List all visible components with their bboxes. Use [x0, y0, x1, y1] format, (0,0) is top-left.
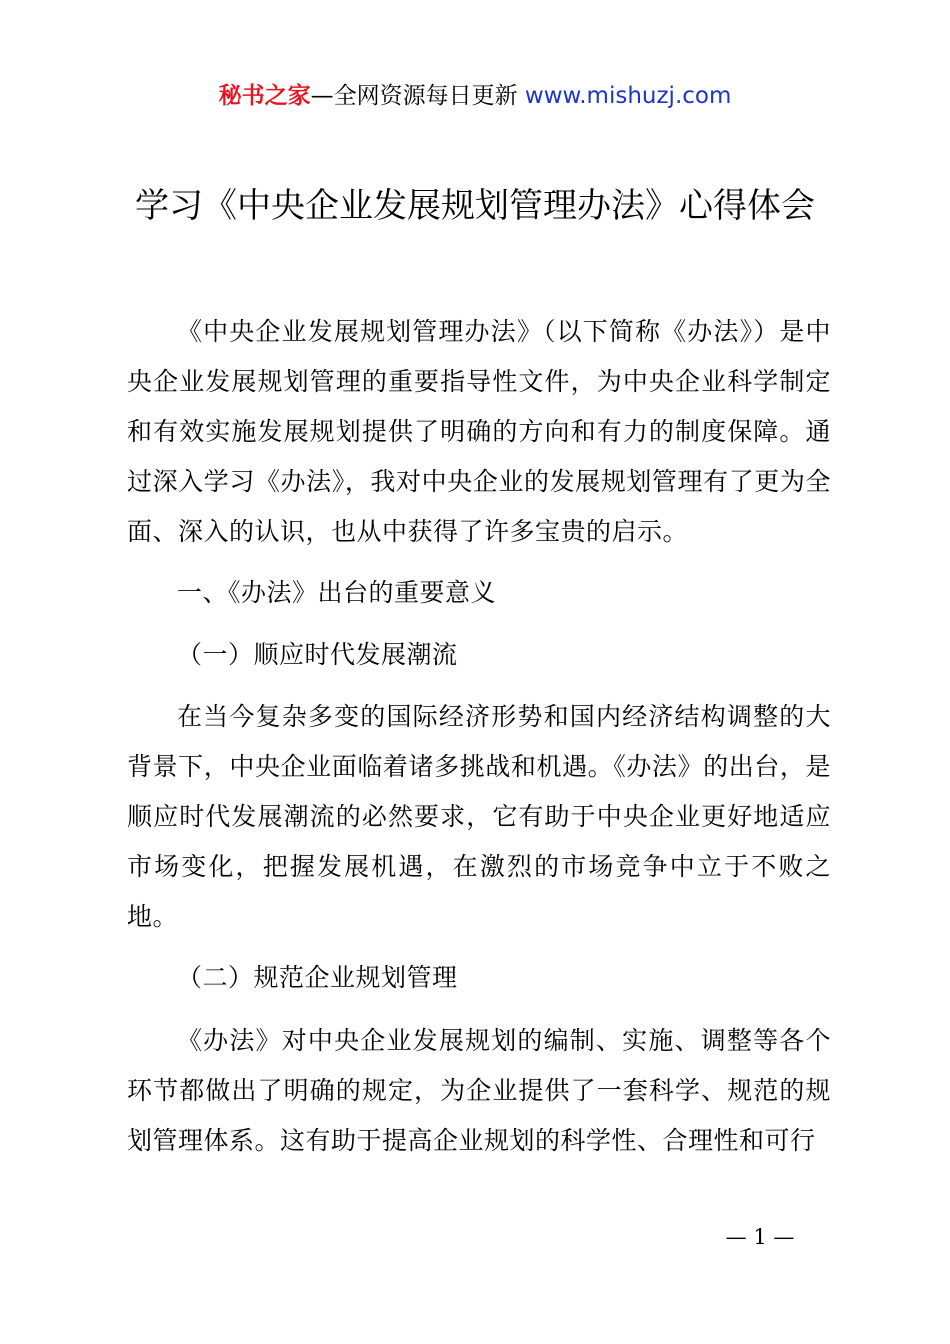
body-paragraph-1: 在当今复杂多变的国际经济形势和国内经济结构调整的大背景下，中央企业面临着诸多挑战和机遇。《办法》的出台，是顺应时代发展潮流的必然要求，它有助于中央企业更好地适应市场变化，把握发展机遇，在激烈的市场竞争中立于不败之地。	[127, 702, 831, 931]
document-title: 学习《中央企业发展规划管理办法》心得体会	[135, 186, 815, 226]
site-url-link[interactable]: www.mishuzj.com	[524, 83, 732, 109]
site-brand: 秘书之家	[218, 83, 311, 109]
site-tagline: —全网资源每日更新	[310, 83, 525, 109]
body-paragraph-2: 《办法》对中央企业发展规划的编制、实施、调整等各个环节都做出了明确的规定，为企业提供了一套科学、规范的规划管理体系。这有助于提高企业规划的科学性、合理性和可行	[127, 1026, 831, 1155]
subheading-block-1	[127, 630, 831, 680]
subheading-2: （二）规范企业规划管理	[177, 963, 458, 992]
paragraph-block-1	[127, 692, 831, 942]
paragraph-block-2	[127, 1016, 831, 1166]
subheading-1: （一）顺应时代发展潮流	[177, 640, 458, 669]
subheading-block-2	[127, 953, 831, 1003]
page-number: — 1 —	[725, 1225, 795, 1249]
intro-paragraph: 《中央企业发展规划管理办法》（以下简称《办法》）是中央企业发展规划管理的重要指导性文件，为中央企业科学制定和有效实施发展规划提供了明确的方向和有力的制度保障。通过深入学习《办法》，我对中央企业的发展规划管理有了更为全面、深入的认识，也从中获得了许多宝贵的启示。	[127, 317, 831, 546]
intro-paragraph-block	[127, 307, 831, 557]
site-header	[0, 78, 950, 114]
section-heading-block	[127, 568, 831, 618]
section-heading-1: 一、《办法》出台的重要意义	[177, 578, 497, 607]
